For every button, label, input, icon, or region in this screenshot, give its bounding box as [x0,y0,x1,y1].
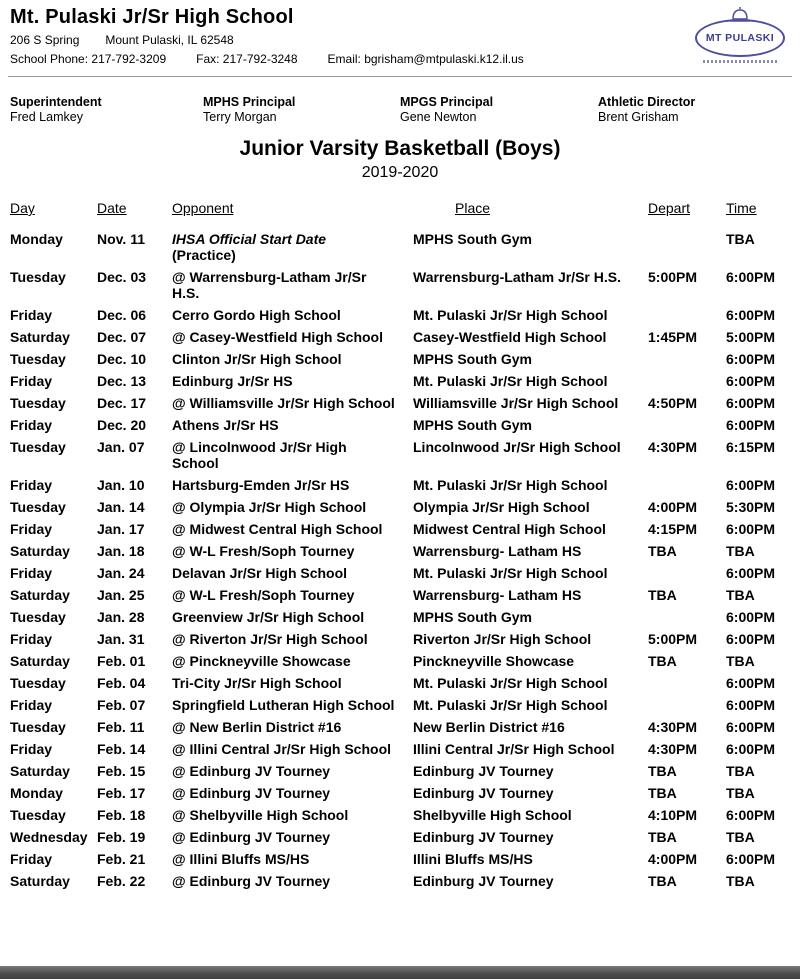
cell-opponent [172,628,413,650]
opponent-text: Clinton Jr/Sr High School [172,351,342,367]
opponent-text: Greenview Jr/Sr High School [172,609,365,625]
cell-day: Tuesday [10,675,66,691]
cell-date: Jan. 17 [97,521,145,537]
cell-opponent [172,370,413,392]
cell-opponent [172,266,413,304]
cell-place: Pinckneyville Showcase [413,653,575,669]
header-label: Opponent [172,200,234,216]
cell-date: Dec. 03 [97,269,147,285]
opponent-text: @ W-L Fresh/Soph Tourney [172,587,355,603]
opponent-text: @ Shelbyville High School [172,807,349,823]
cell-day: Tuesday [10,351,66,367]
table-row [10,266,790,304]
cell-time: 6:00PM [726,269,776,285]
table-row [10,826,790,848]
cell-date: Dec. 17 [97,395,147,411]
cell-day: Saturday [10,587,70,603]
cell-depart: TBA [648,587,677,603]
cell-place: Edinburg JV Tourney [413,873,554,889]
cell-day: Tuesday [10,719,66,735]
opponent-text: Springfield Lutheran High School [172,697,395,713]
cell-opponent [172,826,413,848]
cell-date: Feb. 07 [97,697,146,713]
address-street: 206 S Spring [10,33,80,47]
cell-time: 6:00PM [726,351,776,367]
column-header-time [726,200,790,228]
cell-place: Warrensburg-Latham Jr/Sr H.S. [413,269,621,285]
cell-time: 6:00PM [726,741,776,757]
cell-day: Wednesday [10,829,88,845]
cell-time: 6:00PM [726,565,776,581]
opponent-text: @ W-L Fresh/Soph Tourney [172,543,355,559]
cell-date: Jan. 28 [97,609,145,625]
staff-title: MPGS Principal [400,95,494,109]
header-label: Time [726,200,757,216]
cell-place: MPHS South Gym [413,231,533,247]
cell-depart: TBA [648,653,677,669]
staff-name: Terry Morgan [203,110,277,124]
staff-title: MPHS Principal [203,95,296,109]
cell-place: Lincolnwood Jr/Sr High School [413,439,621,455]
cell-time: 6:00PM [726,373,776,389]
letterhead [10,6,790,77]
cell-time: 5:30PM [726,499,776,515]
column-header-depart [648,200,726,228]
cell-depart: 4:15PM [648,521,698,537]
cell-opponent [172,584,413,606]
cell-depart: 4:00PM [648,851,698,867]
cell-opponent [172,650,413,672]
school-logo [692,6,788,63]
header-label: Place [455,200,491,216]
table-row [10,584,790,606]
cell-opponent [172,848,413,870]
header-divider [8,76,792,77]
cell-depart [648,606,726,628]
table-row [10,540,790,562]
contact-line [10,52,790,66]
cell-opponent [172,496,413,518]
table-row [10,870,790,892]
opponent-note: (Practice) [172,247,236,263]
cell-time: TBA [726,829,755,845]
table-row [10,562,790,584]
cell-day: Tuesday [10,807,66,823]
cell-place: Shelbyville High School [413,807,572,823]
table-row [10,716,790,738]
cell-time: 6:00PM [726,395,776,411]
cell-date: Feb. 04 [97,675,146,691]
cell-place: Casey-Westfield High School [413,329,607,345]
table-row [10,650,790,672]
cell-day: Friday [10,417,53,433]
cell-place: Mt. Pulaski Jr/Sr High School [413,565,608,581]
schedule-table [10,200,790,892]
cell-place: Midwest Central High School [413,521,606,537]
table-row [10,348,790,370]
opponent-text: Athens Jr/Sr HS [172,417,279,433]
cell-depart [648,370,726,392]
cell-depart: TBA [648,543,677,559]
cell-opponent [172,540,413,562]
cell-day: Saturday [10,873,70,889]
cell-depart: 4:30PM [648,719,698,735]
school-fax: Fax: 217-792-3248 [196,52,298,66]
column-header-place [413,200,648,228]
season-subtitle: 2019-2020 [361,164,439,181]
staff-name: Brent Grisham [598,110,679,124]
cell-time: 6:00PM [726,719,776,735]
cell-time: 6:00PM [726,477,776,493]
cell-place: Mt. Pulaski Jr/Sr High School [413,697,608,713]
opponent-text: @ Illini Bluffs MS/HS [172,851,310,867]
cell-date: Dec. 20 [97,417,147,433]
cell-date: Dec. 06 [97,307,147,323]
opponent-text: @ Edinburg JV Tourney [172,763,331,779]
cell-time: 6:00PM [726,697,776,713]
cell-time: 6:00PM [726,521,776,537]
cell-day: Friday [10,565,53,581]
cell-place: Edinburg JV Tourney [413,829,554,845]
cell-opponent [172,228,413,266]
header-label: Date [97,200,127,216]
cell-day: Friday [10,373,53,389]
cell-depart: 4:00PM [648,499,698,515]
cell-day: Friday [10,477,53,493]
table-row [10,672,790,694]
cell-depart [648,694,726,716]
table-row [10,326,790,348]
cell-date: Feb. 22 [97,873,146,889]
cell-opponent [172,606,413,628]
cell-depart [648,228,726,266]
cell-opponent [172,782,413,804]
cell-date: Jan. 25 [97,587,145,603]
address-city: Mount Pulaski, IL 62548 [105,33,234,47]
opponent-text: @ Edinburg JV Tourney [172,785,331,801]
cell-time: 6:00PM [726,631,776,647]
cell-day: Saturday [10,329,70,345]
cell-date: Feb. 11 [97,719,145,735]
opponent-text: Delavan Jr/Sr High School [172,565,348,581]
cell-time: TBA [726,785,755,801]
cell-place: MPHS South Gym [413,351,533,367]
staff-title: Athletic Director [598,95,696,109]
cell-place: Edinburg JV Tourney [413,763,554,779]
opponent-text: @ Riverton Jr/Sr High School [172,631,368,647]
cell-depart: 4:30PM [648,439,698,455]
table-row [10,392,790,414]
cell-depart: 5:00PM [648,631,698,647]
table-row [10,804,790,826]
cell-place: MPHS South Gym [413,609,533,625]
logo-text: MT PULASKI [705,32,775,44]
table-row [10,848,790,870]
staff-mpgs-principal [400,95,598,125]
cell-time: 6:15PM [726,439,776,455]
table-row [10,606,790,628]
cell-day: Tuesday [10,609,66,625]
cell-place: New Berlin District #16 [413,719,565,735]
cell-time: TBA [726,763,755,779]
table-row [10,474,790,496]
opponent-text: Tri-City Jr/Sr High School [172,675,342,691]
cell-day: Friday [10,741,53,757]
logo-oval [695,19,785,57]
cell-time: 6:00PM [726,675,776,691]
cell-day: Friday [10,631,53,647]
cell-date: Feb. 18 [97,807,146,823]
cell-date: Nov. 11 [97,231,145,247]
cell-opponent [172,392,413,414]
school-email: Email: bgrisham@mtpulaski.k12.il.us [327,52,524,66]
cell-place: Williamsville Jr/Sr High School [413,395,619,411]
cell-day: Tuesday [10,499,66,515]
cell-opponent [172,694,413,716]
cell-day: Monday [10,785,63,801]
cell-time: TBA [726,873,755,889]
cell-opponent [172,304,413,326]
cell-day: Friday [10,521,53,537]
opponent-text: @ Edinburg JV Tourney [172,829,331,845]
staff-mphs-principal [203,95,400,125]
column-header-day [10,200,97,228]
opponent-text: @ New Berlin District #16 [172,719,342,735]
cell-day: Tuesday [10,395,66,411]
staff-superintendent [10,95,203,125]
cell-time: TBA [726,543,755,559]
header-row [10,200,790,228]
cell-time: 5:00PM [726,329,776,345]
cell-date: Jan. 14 [97,499,145,515]
opponent-text: @ Edinburg JV Tourney [172,873,331,889]
opponent-text: @ Williamsville Jr/Sr High School [172,395,395,411]
header-label: Depart [648,200,691,216]
staff-row [10,95,790,125]
opponent-text: Edinburg Jr/Sr HS [172,373,293,389]
staff-name: Gene Newton [400,110,477,124]
opponent-text: @ Lincolnwood Jr/Sr High School [172,439,347,471]
opponent-text: @ Illini Central Jr/Sr High School [172,741,392,757]
school-phone: School Phone: 217-792-3209 [10,52,167,66]
cell-date: Dec. 10 [97,351,147,367]
table-row [10,782,790,804]
table-row [10,436,790,474]
cell-opponent [172,436,413,474]
cell-day: Saturday [10,653,70,669]
cell-depart: 1:45PM [648,329,698,345]
opponent-text: Hartsburg-Emden Jr/Sr HS [172,477,350,493]
cell-place: Mt. Pulaski Jr/Sr High School [413,477,608,493]
cell-opponent [172,738,413,760]
table-row [10,518,790,540]
cell-opponent [172,562,413,584]
cell-depart [648,562,726,584]
table-row [10,496,790,518]
cell-day: Saturday [10,543,70,559]
page-title: Junior Varsity Basketball (Boys) [239,137,561,160]
opponent-text: @ Casey-Westfield High School [172,329,383,345]
cell-day: Tuesday [10,439,66,455]
cell-place: Warrensburg- Latham HS [413,543,582,559]
cell-place: MPHS South Gym [413,417,533,433]
cell-opponent [172,716,413,738]
cell-depart: 4:10PM [648,807,698,823]
cell-date: Feb. 19 [97,829,146,845]
cell-depart: TBA [648,873,677,889]
logo-caption-microtext [703,60,777,63]
cell-opponent [172,414,413,436]
opponent-text: @ Midwest Central High School [172,521,383,537]
cell-date: Jan. 31 [97,631,145,647]
cell-depart: 4:50PM [648,395,698,411]
cell-depart: 4:30PM [648,741,698,757]
schedule-body [10,228,790,892]
cell-depart [648,474,726,496]
table-row [10,304,790,326]
cell-date: Feb. 14 [97,741,146,757]
cell-date: Dec. 13 [97,373,147,389]
cell-day: Friday [10,697,53,713]
opponent-text: Cerro Gordo High School [172,307,341,323]
cell-depart: TBA [648,785,677,801]
cell-place: Edinburg JV Tourney [413,785,554,801]
cell-place: Mt. Pulaski Jr/Sr High School [413,675,608,691]
cell-time: 6:00PM [726,609,776,625]
cell-opponent [172,348,413,370]
cell-day: Friday [10,307,53,323]
table-row [10,370,790,392]
cell-date: Jan. 07 [97,439,145,455]
header-label: Day [10,200,35,216]
cell-opponent [172,672,413,694]
cell-time: 6:00PM [726,807,776,823]
cell-date: Feb. 15 [97,763,146,779]
cell-depart: TBA [648,829,677,845]
cell-place: Illini Central Jr/Sr High School [413,741,615,757]
cell-time: TBA [726,653,755,669]
cell-time: TBA [726,231,755,247]
cell-place: Mt. Pulaski Jr/Sr High School [413,373,608,389]
cell-depart: 5:00PM [648,269,698,285]
table-row [10,760,790,782]
cell-depart [648,304,726,326]
cell-place: Riverton Jr/Sr High School [413,631,592,647]
cell-opponent [172,760,413,782]
table-row [10,228,790,266]
staff-title: Superintendent [10,95,102,109]
cell-opponent [172,518,413,540]
cell-date: Feb. 17 [97,785,146,801]
cell-place: Warrensburg- Latham HS [413,587,582,603]
cell-depart [648,348,726,370]
staff-name: Fred Lamkey [10,110,83,124]
cell-place: Olympia Jr/Sr High School [413,499,590,515]
table-row [10,738,790,760]
column-header-opponent [172,200,413,228]
column-header-date [97,200,172,228]
scan-edge-band [0,966,800,979]
opponent-text: @ Olympia Jr/Sr High School [172,499,367,515]
table-row [10,414,790,436]
cell-day: Friday [10,851,53,867]
cell-place: Mt. Pulaski Jr/Sr High School [413,307,608,323]
address-line [10,33,790,47]
opponent-text: IHSA Official Start Date [172,231,327,247]
table-row [10,694,790,716]
cell-time: 6:00PM [726,307,776,323]
school-name: Mt. Pulaski Jr/Sr High School [10,6,294,28]
cell-day: Tuesday [10,269,66,285]
cell-place: Illini Bluffs MS/HS [413,851,533,867]
cell-depart: TBA [648,763,677,779]
cell-depart [648,414,726,436]
table-row [10,628,790,650]
opponent-text: @ Pinckneyville Showcase [172,653,351,669]
cell-date: Dec. 07 [97,329,147,345]
cell-time: 6:00PM [726,417,776,433]
staff-athletic-director [598,95,695,125]
cell-depart [648,672,726,694]
cell-day: Saturday [10,763,70,779]
opponent-text: @ Warrensburg-Latham Jr/Sr H.S. [172,269,367,301]
cell-time: 6:00PM [726,851,776,867]
cell-time: TBA [726,587,755,603]
cell-opponent [172,870,413,892]
cell-date: Jan. 10 [97,477,145,493]
cell-day: Monday [10,231,63,247]
cell-opponent [172,326,413,348]
cell-opponent [172,474,413,496]
cell-opponent [172,804,413,826]
cell-date: Feb. 01 [97,653,146,669]
cell-date: Feb. 21 [97,851,146,867]
cell-date: Jan. 18 [97,543,145,559]
cell-date: Jan. 24 [97,565,145,581]
